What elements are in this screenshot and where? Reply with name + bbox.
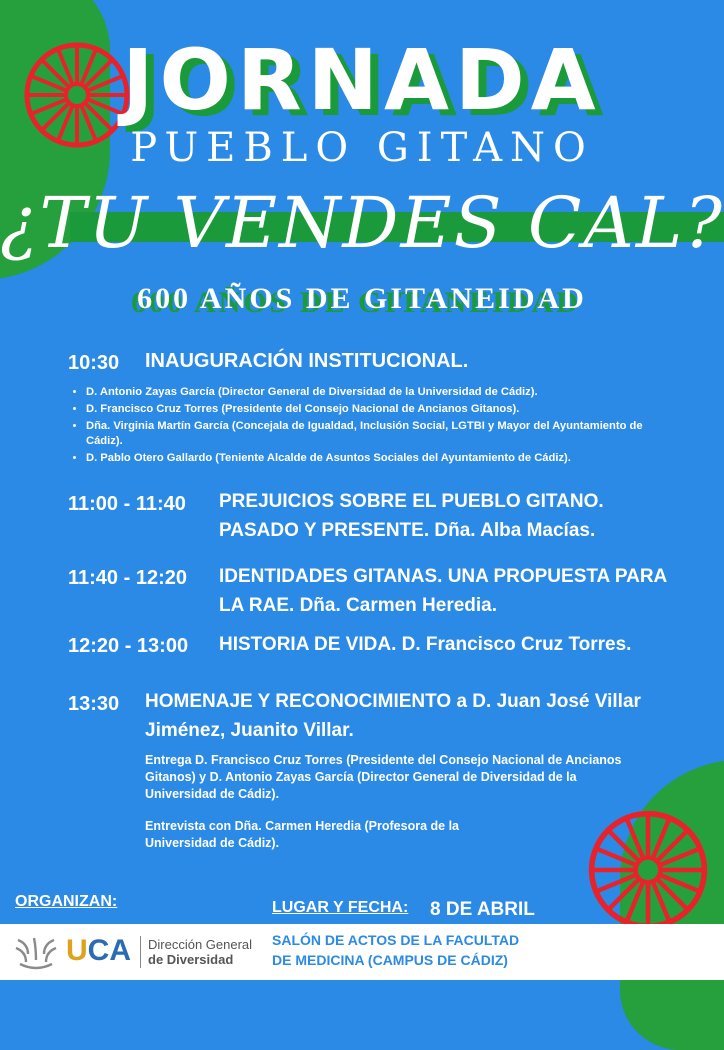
logo-divider — [140, 936, 141, 968]
session-time: 11:00 - 11:40 — [68, 493, 186, 515]
event-tagline: 600 AÑOS DE GITANEIDAD — [137, 282, 587, 315]
logo-sub-line2: de Diversidad — [148, 952, 234, 967]
opening-speaker-list — [68, 385, 724, 468]
tribute-interview: Entrevista con Dña. Carmen Heredia (Profesora de la Universidad de Cádiz). — [145, 819, 459, 850]
session-speaker: PASADO Y PRESENTE. Dña. Alba Macías. — [219, 520, 596, 541]
uca-logo — [14, 930, 264, 974]
event-subtitle: PUEBLO GITANO — [130, 125, 594, 171]
opening-title: INAUGURACIÓN INSTITUCIONAL. — [145, 350, 469, 372]
logo-sub-line1: Dirección General — [148, 937, 253, 952]
opening-time: 10:30 — [68, 352, 120, 374]
session-title: PREJUICIOS SOBRE EL PUEBLO GITANO. — [219, 491, 604, 512]
venue-line2: DE MEDICINA (CAMPUS DE CÁDIZ) — [272, 952, 508, 968]
uca-logo-text — [66, 934, 131, 968]
uca-emblem-icon — [14, 934, 58, 970]
organizers-label: ORGANIZAN: — [15, 893, 118, 910]
tribute-time: 13:30 — [68, 693, 120, 715]
tribute-delivery: Entrega D. Francisco Cruz Torres (Presidente del Consejo Nacional de Ancianos Gitanos) y D. Antonio Zayas García (Director General de Diversidad de la Universidad de Cádiz). — [145, 753, 622, 801]
place-label: LUGAR Y FECHA: — [272, 899, 409, 916]
event-title: JORNADA — [122, 31, 602, 129]
list-item: • Dña. Virginia Martín García (Concejala de Igualdad, Inclusión Social, LGTBI y Mayor del Ayuntamiento de Cádiz). — [86, 419, 724, 449]
uca-logo-letters-ca: CA — [87, 934, 132, 967]
session-title: HISTORIA DE VIDA. D. Francisco Cruz Torres. — [219, 634, 632, 655]
event-slogan: ¿TU VENDES CAL? — [0, 182, 724, 264]
session-speaker: LA RAE. Dña. Carmen Heredia. — [219, 595, 498, 616]
event-date: 8 DE ABRIL — [430, 899, 535, 920]
romani-wheel-icon — [586, 808, 710, 932]
uca-logo-letter-u: U — [66, 934, 88, 967]
session-time: 11:40 - 12:20 — [68, 567, 187, 589]
tribute-title-cont: Jiménez, Juanito Villar. — [145, 720, 354, 741]
list-item: • D. Antonio Zayas García (Director General de Diversidad de la Universidad de Cádiz). — [86, 385, 724, 400]
tribute-title: HOMENAJE Y RECONOCIMIENTO a D. Juan José Villar — [145, 691, 641, 712]
session-title: IDENTIDADES GITANAS. UNA PROPUESTA PARA — [219, 566, 668, 587]
list-item: • D. Pablo Otero Gallardo (Teniente Alcalde de Asuntos Sociales del Ayuntamiento de Cádiz). — [86, 451, 724, 466]
session-time: 12:20 - 13:00 — [68, 635, 189, 657]
venue-line1: SALÓN DE ACTOS DE LA FACULTAD — [272, 932, 520, 948]
list-item: • D. Francisco Cruz Torres (Presidente del Consejo Nacional de Ancianos Gitanos). — [86, 402, 724, 417]
